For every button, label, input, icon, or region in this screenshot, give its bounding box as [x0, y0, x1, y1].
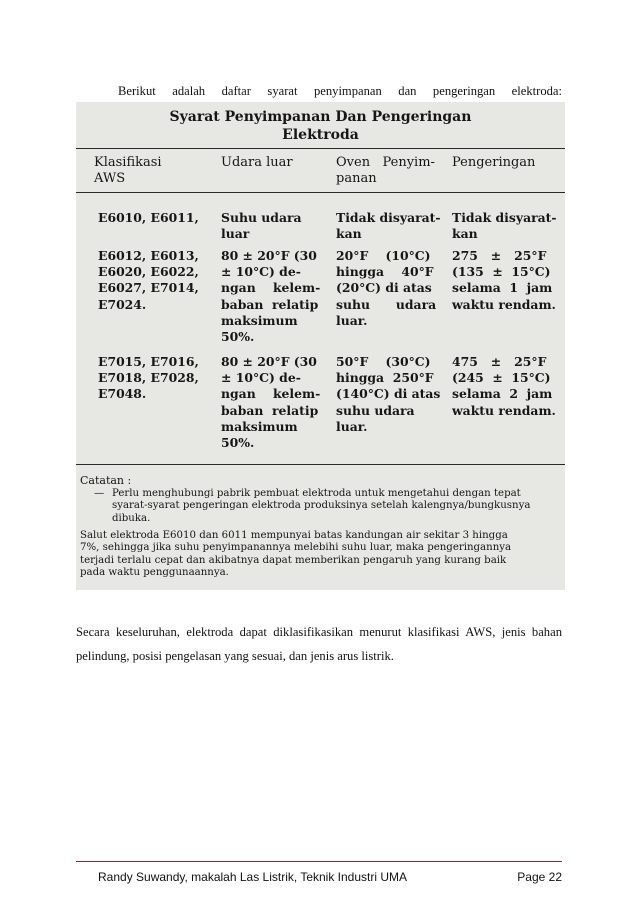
cell-line: luar. [336, 312, 368, 328]
cell-line: (245 ± 15°C) [452, 370, 551, 386]
table-bottom-rule [76, 464, 565, 465]
cell-line: luar. [336, 418, 368, 434]
cell-line: E6012, E6013, [98, 248, 199, 263]
cell-line: (135 ± 15°C) [452, 264, 551, 280]
cell-line: E7024. [98, 296, 147, 312]
cell-outside-air [221, 248, 333, 345]
cell-line: E7015, E7016, [98, 354, 199, 369]
cell-oven-storage [336, 248, 449, 329]
cell-line: ± 10°C) de- [221, 264, 301, 280]
cell-classification [98, 248, 216, 313]
cell-line: 50°F (30°C) [336, 354, 431, 369]
cell-line: 475 ± 25°F [452, 354, 547, 369]
note-item [94, 488, 554, 525]
header-drying [452, 155, 535, 171]
cell-line: hingga 250°F [336, 370, 434, 386]
cell-line: kan [336, 226, 362, 242]
cell-oven-storage [336, 210, 449, 242]
header-line: panan [336, 171, 377, 186]
note-paragraph [80, 530, 556, 580]
cell-line: waktu rendam. [452, 402, 556, 418]
cell-line: ngan kelem- [221, 386, 321, 402]
cell-line: E7048. [98, 386, 147, 402]
cell-line: 50%. [221, 329, 255, 345]
cell-line: E6027, E7014, [98, 280, 199, 296]
cell-classification [98, 354, 216, 403]
footer-author: Randy Suwandy, makalah Las Listrik, Teknik Industri UMA [98, 870, 408, 884]
cell-line: suhu udara [336, 402, 415, 418]
cell-line: baban relatip [221, 402, 319, 418]
table-title [76, 108, 565, 144]
header-line: Pengeringan [452, 155, 536, 170]
cell-classification [98, 210, 216, 226]
cell-line: luar [221, 226, 250, 242]
cell-line: Tidak disyarat- [452, 210, 557, 225]
cell-line: 20°F (10°C) [336, 248, 431, 263]
header-line: Oven Penyim- [336, 155, 435, 170]
note-line: 7%, sehingga jika suhu penyimpanannya melebihi suhu luar, maka pengeringannya [80, 542, 512, 554]
page-number: Page 22 [517, 870, 562, 884]
cell-line: Suhu udara [221, 210, 302, 225]
cell-line: ± 10°C) de- [221, 370, 301, 386]
note-line: syarat-syarat pengeringan elektroda produksinya setelah kalengnya/bungkusnya [112, 500, 531, 512]
cell-line: ngan kelem- [221, 280, 321, 296]
cell-line: E7018, E7028, [98, 370, 199, 386]
cell-line: selama 2 jam [452, 386, 553, 402]
cell-line: Tidak disyarat- [336, 210, 441, 225]
cell-line: 80 ± 20°F (30 [221, 354, 317, 369]
cell-line: 50%. [221, 435, 255, 451]
cell-drying [452, 248, 562, 313]
header-classification [94, 155, 162, 187]
cell-line: baban relatip [221, 296, 319, 312]
cell-line: selama 1 jam [452, 280, 553, 296]
note-line: terjadi terlalu cepat dan akibatnya dapat memberikan pengaruh yang kurang baik [80, 554, 507, 566]
page-footer [76, 861, 562, 893]
note-line: Salut elektroda E6010 dan 6011 mempunyai batas kandungan air sekitar 3 hingga [80, 530, 508, 541]
header-line: Klasifikasi [94, 155, 162, 170]
scanned-table-image [76, 102, 565, 590]
table-top-rule [76, 148, 565, 149]
header-line: Udara luar [221, 155, 293, 170]
cell-line: hingga 40°F [336, 264, 434, 280]
cell-line: (20°C) di atas [336, 280, 432, 296]
note-line: Perlu menghubungi pabrik pembuat elektroda untuk mengetahui dengan tepat [112, 488, 521, 499]
header-outside-air [221, 155, 293, 171]
cell-outside-air [221, 210, 333, 242]
cell-line: maksimum [221, 418, 298, 434]
cell-line: (140°C) di atas [336, 386, 441, 402]
cell-outside-air [221, 354, 333, 451]
header-oven-storage [336, 155, 435, 187]
cell-drying [452, 354, 562, 419]
intro-text: Berikut adalah daftar syarat penyimpanan dan pengeringan elektroda: [118, 84, 562, 98]
note-line: pada waktu penggunaannya. [80, 567, 229, 579]
cell-line: E6020, E6022, [98, 264, 199, 280]
header-line: AWS [94, 171, 126, 186]
cell-line: maksimum [221, 312, 298, 328]
cell-line: waktu rendam. [452, 296, 556, 312]
cell-line: kan [452, 226, 478, 242]
summary-paragraph: Secara keseluruhan, elektroda dapat diklasifikasikan menurut klasifikasi AWS, jenis bahan pelindung, posisi pengelasan yang sesuai, dan jenis arus listrik. [76, 625, 562, 663]
table-title-line: Syarat Penyimpanan Dan Pengeringan [169, 109, 472, 125]
cell-line: E6010, E6011, [98, 210, 199, 225]
table-title-line: Elektroda [282, 127, 359, 143]
cell-drying [452, 210, 562, 242]
cell-oven-storage [336, 354, 449, 435]
note-line: dibuka. [112, 512, 151, 524]
note-dash: — [94, 488, 105, 499]
cell-line: 80 ± 20°F (30 [221, 248, 317, 263]
table-header-rule [76, 192, 565, 193]
cell-line: suhu udara [336, 296, 437, 312]
notes-label: Catatan : [80, 474, 132, 487]
cell-line: 275 ± 25°F [452, 248, 547, 263]
